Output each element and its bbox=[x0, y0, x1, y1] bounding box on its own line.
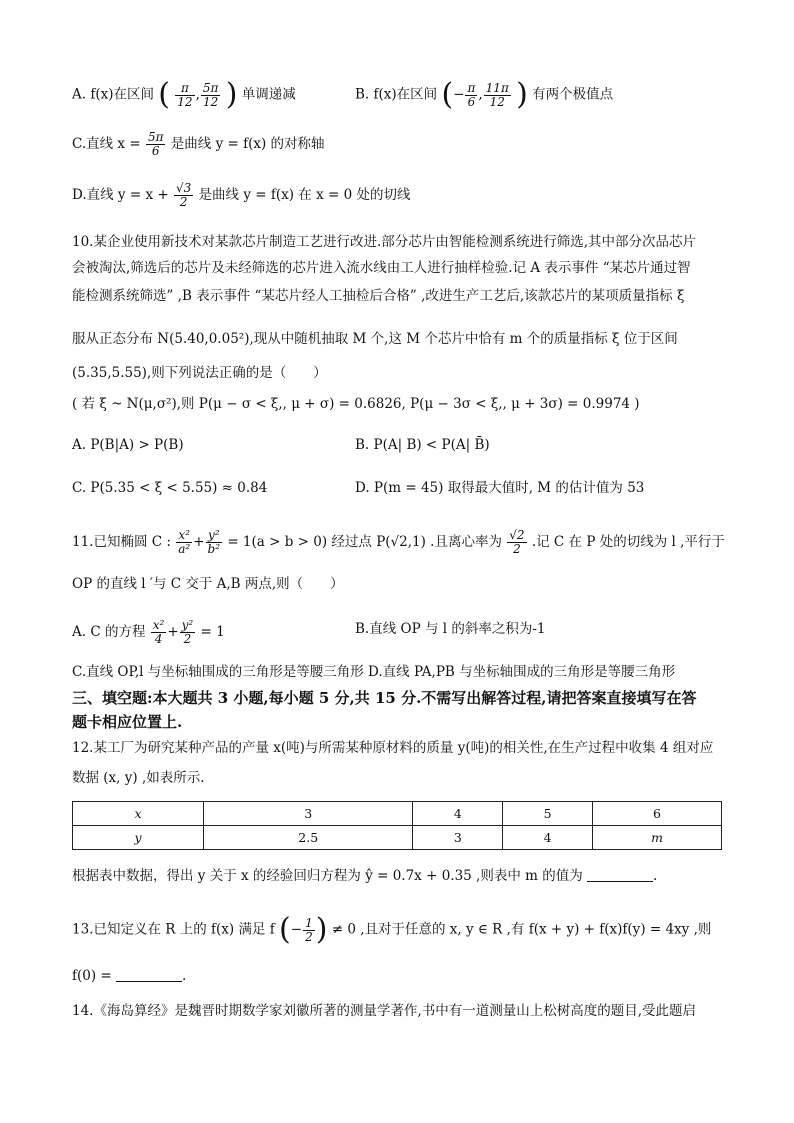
table-cell: 4 bbox=[503, 826, 593, 850]
table-cell: 2.5 bbox=[204, 826, 413, 850]
q11-option-b: B.直线 OP 与 l 的斜率之积为-1 bbox=[355, 621, 546, 637]
q11-line-1: 11.已知椭圆 C : $\frac{\text{x²}}{\text{a²}}$ + $\frac{\text{y²}}{\text{b²}}$ = 1(a > b > 0) 经过点 P(√2,1) .且离心率为 $\frac{√2}{2}$ .记 C 在 P 处的切线为 l ,平行于 bbox=[72, 528, 725, 556]
q10-line-4: 服从正态分布 N(5.40,0.05²),现从中随机抽取 M 个,这 M 个芯片中恰有 m 个的质量指标 ξ 位于区间 bbox=[72, 331, 678, 347]
q10-line-1: 10.某企业使用新技术对某款芯片制造工艺进行改进.部分芯片由智能检测系统进行筛选,其中部分次品芯片 bbox=[72, 234, 697, 250]
q10-line-2: 会被淘汰,筛选后的芯片及未经筛选的芯片进入流水线由工人进行抽样检验.记 A 表示事件 “某芯片通过智 bbox=[72, 260, 691, 276]
q9-option-c: C.直线 x = $\frac{5\pi}{6}$ 是曲线 y = f(x) 的对称轴 bbox=[72, 130, 325, 158]
q10-option-a: A. P(B|A) > P(B) bbox=[72, 437, 184, 453]
q11-options-cd: C.直线 OP,l 与坐标轴围成的三角形是等腰三角形 D.直线 PA,PB 与坐标轴围成的三角形是等腰三角形 bbox=[72, 664, 676, 680]
q9-option-d: D.直线 y = x + $\frac{√3}{2}$ 是曲线 y = f(x) 在 x = 0 处的切线 bbox=[72, 181, 411, 209]
answer-blank bbox=[587, 867, 653, 882]
q9-option-a-text: A. f(x)在区间 bbox=[72, 86, 154, 103]
section-3-heading-cont: 题卡相应位置上. bbox=[72, 713, 183, 731]
section-3-heading: 三、填空题:本大题共 3 小题,每小题 5 分,共 15 分.不需写出解答过程,请把答案直接填写在答 bbox=[72, 689, 697, 707]
q12-line-2: 数据 (x, y) ,如表所示. bbox=[72, 770, 205, 786]
q13-line-1: 13.已知定义在 R 上的 f(x) 满足 f (− $\frac{1}{2}$ ) ≠ 0 ,且对于任意的 x, y ∈ R ,有 f(x + y) + f(x)f(y) = 4xy ,则 bbox=[72, 912, 712, 947]
q12-line-1: 12.某工厂为研究某种产品的产量 x(吨)与所需某种原材料的质量 y(吨)的相关性,在生产过程中收集 4 组对应 bbox=[72, 740, 714, 756]
q9-option-b: B. f(x)在区间 (− $\frac{\pi}{6}$ , $\frac{11\pi}{12}$ ) 有两个极值点 bbox=[355, 77, 614, 112]
q12-line-3: 根据表中数据，得出 y 关于 x 的经验回归方程为 ŷ = 0.7x + 0.35 ,则表中 m 的值为 . bbox=[72, 868, 658, 884]
table-row bbox=[73, 802, 722, 826]
q11-line-2: OP 的直线 l ′与 C 交于 A,B 两点,则（ ） bbox=[72, 576, 344, 592]
q10-hint: ( 若 ξ ~ N(μ,σ²),则 P(μ − σ < ξ,, μ + σ) = 0.6826, P(μ − 3σ < ξ,, μ + 3σ) = 0.9974 ) bbox=[72, 396, 640, 412]
table-cell: 3 bbox=[413, 826, 503, 850]
q10-line-5: (5.35,5.55),则下列说法正确的是（ ） bbox=[72, 365, 327, 381]
table-cell: 4 bbox=[413, 802, 503, 826]
table-cell: x bbox=[73, 802, 204, 826]
table-row bbox=[73, 826, 722, 850]
table-cell: m bbox=[593, 826, 722, 850]
q10-option-c: C. P(5.35 < ξ < 5.55) ≈ 0.84 bbox=[72, 480, 268, 496]
table-cell: 5 bbox=[503, 802, 593, 826]
q14-line-1: 14.《海岛算经》是魏晋时期数学家刘徽所著的测量学著作,书中有一道测量山上松树高度的题目,受此题启 bbox=[72, 1003, 697, 1019]
q12-data-table bbox=[72, 801, 722, 850]
q10-line-3: 能检测系统筛选” ,B 表示事件 “某芯片经人工抽检后合格” ,改进生产工艺后,该款芯片的某项质量指标 ξ bbox=[72, 288, 685, 304]
q10-option-d: D. P(m = 45) 取得最大值时, M 的估计值为 53 bbox=[355, 480, 645, 496]
q10-option-b: B. P(A| B) < P(A| B̄) bbox=[355, 437, 490, 453]
table-cell: 6 bbox=[593, 802, 722, 826]
q13-line-2: f(0) = . bbox=[72, 968, 187, 984]
table-cell: y bbox=[73, 826, 204, 850]
table-cell: 3 bbox=[204, 802, 413, 826]
q11-option-a: A. C 的方程 $\frac{\text{x²}}{4}$ + $\frac{\text{y²}}{2}$ = 1 bbox=[72, 618, 225, 646]
answer-blank bbox=[116, 967, 182, 982]
q9-option-a: A. f(x)在区间 ( $\frac{\pi}{12}$ , $\frac{5\pi}{12}$ ) 单调递减 bbox=[72, 77, 296, 112]
